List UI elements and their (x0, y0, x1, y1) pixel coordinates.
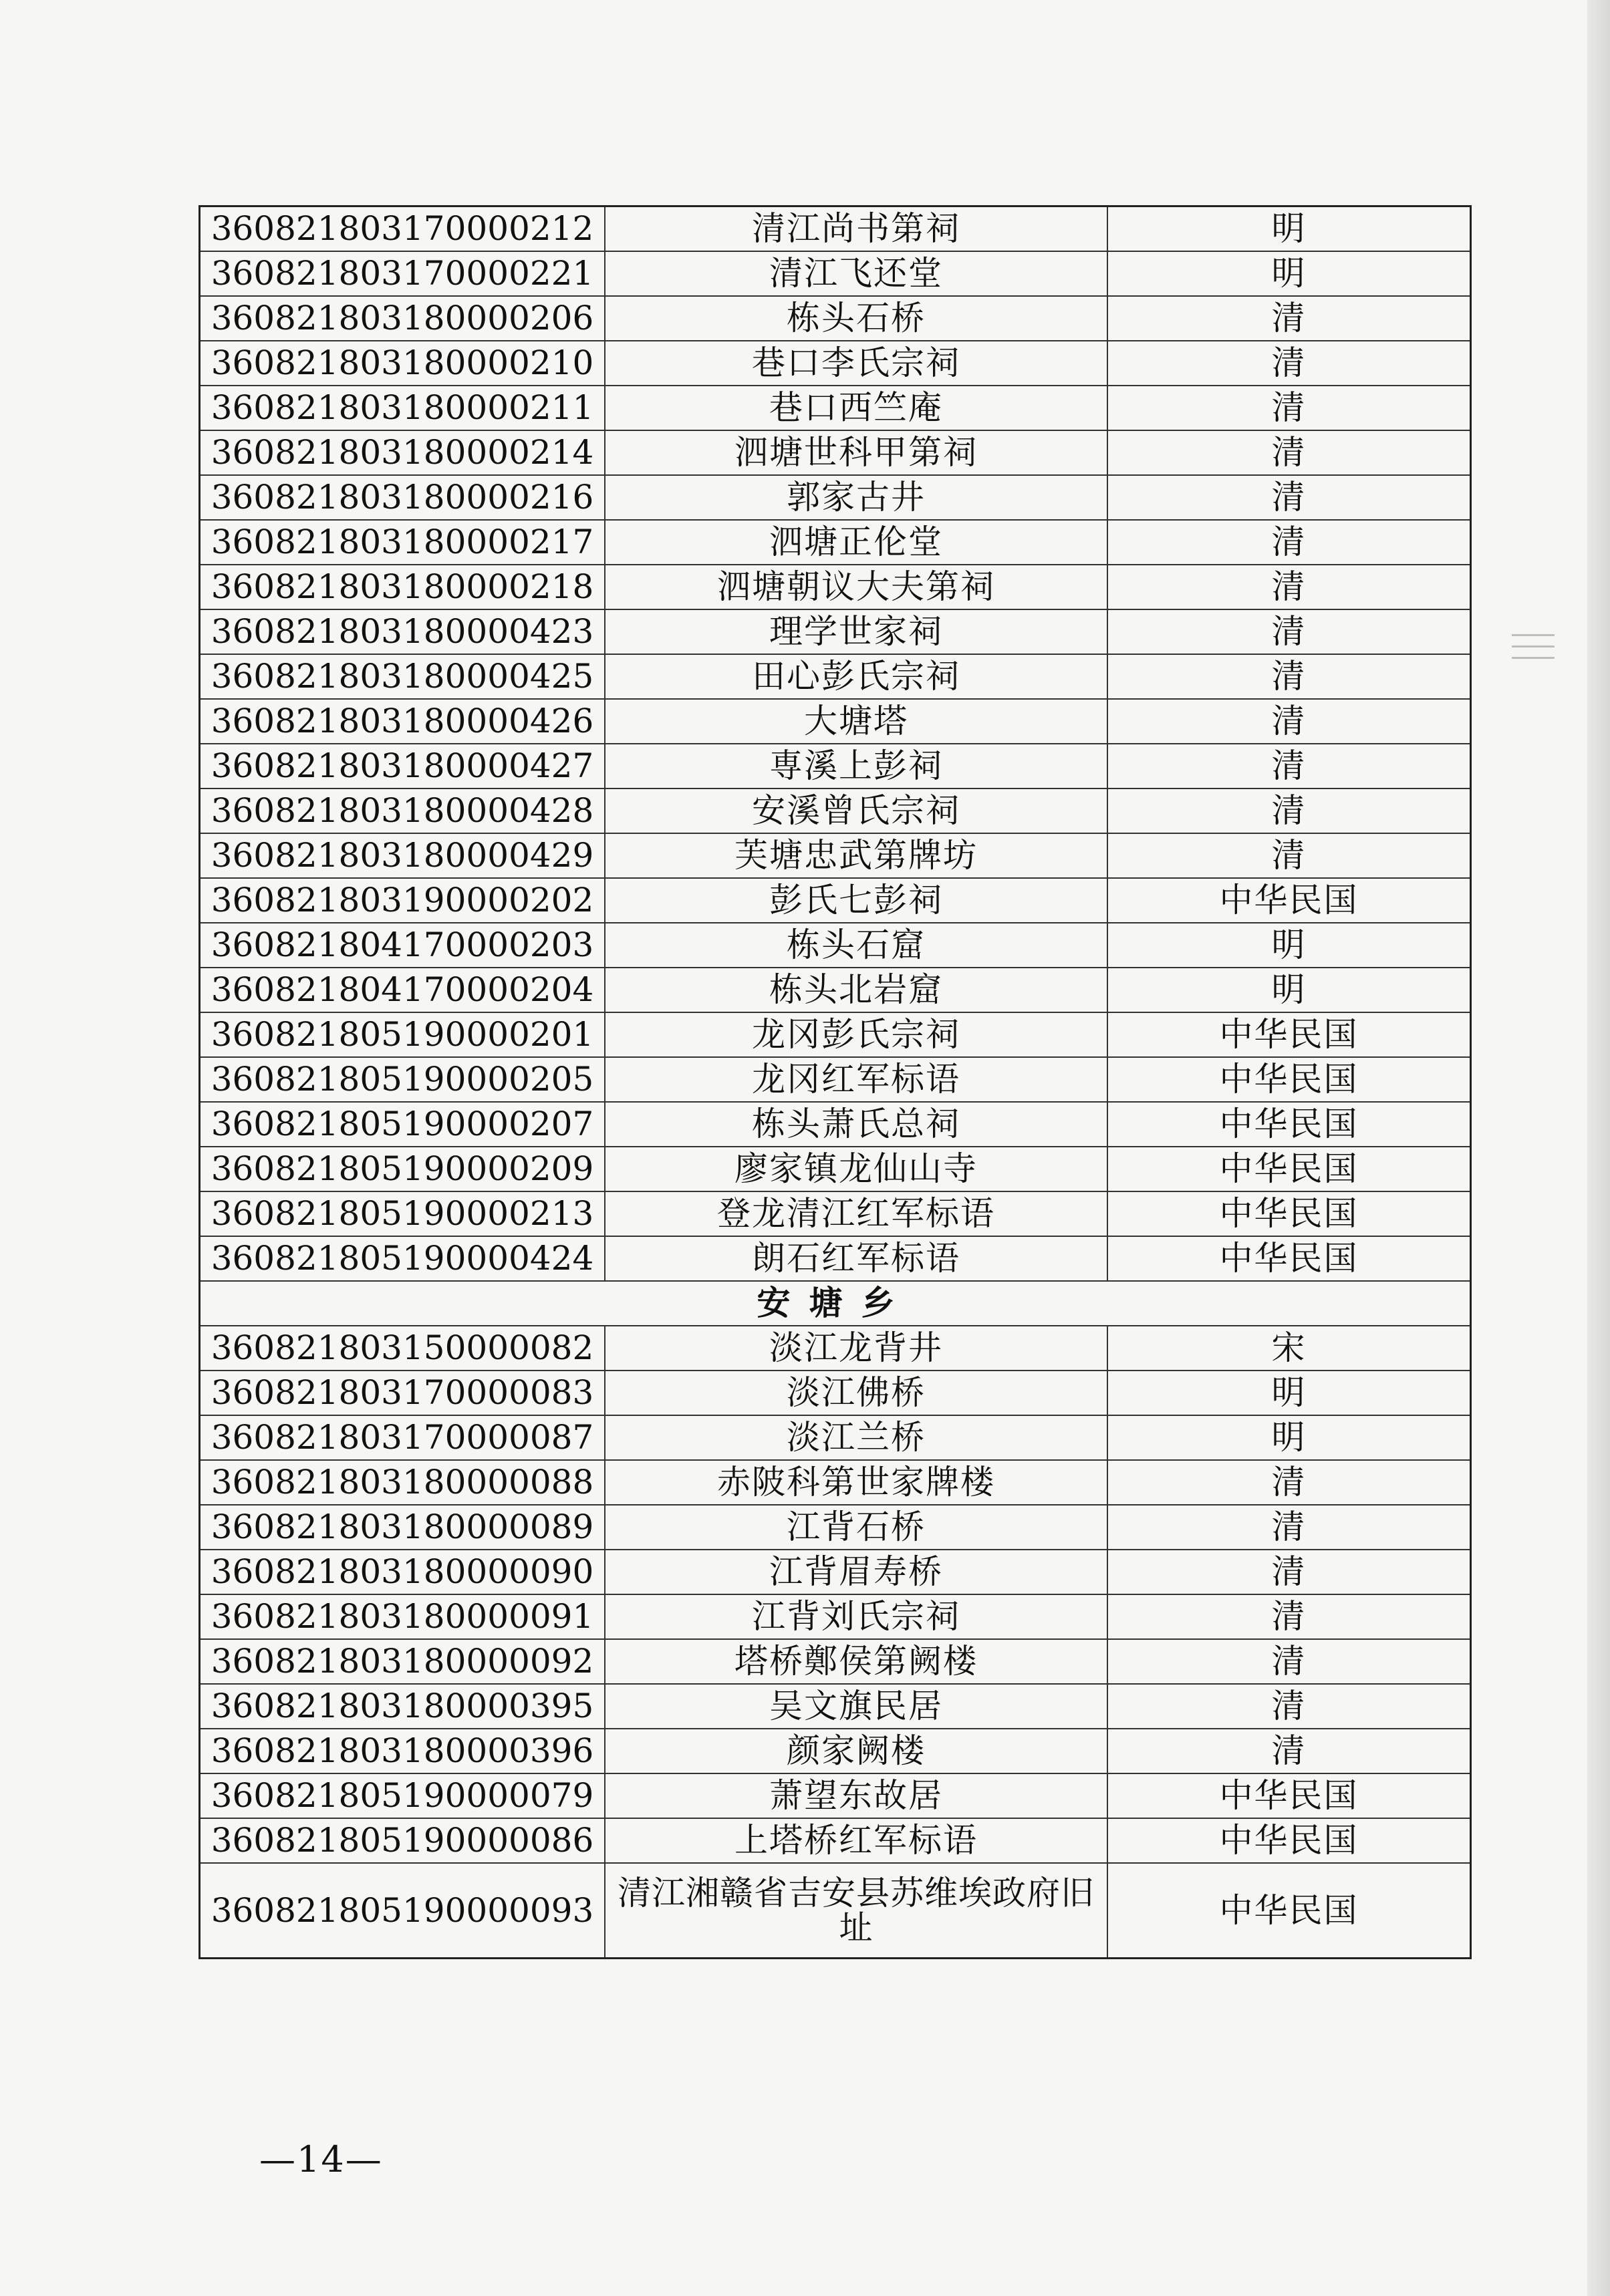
era-cell: 中华民国 (1107, 1818, 1471, 1863)
name-cell: 江背刘氏宗祠 (605, 1594, 1107, 1639)
name-cell: 巷口西竺庵 (605, 386, 1107, 430)
code-cell: 360821803180000395 (200, 1684, 606, 1729)
table-row (200, 1550, 1471, 1594)
table-row (200, 699, 1471, 744)
era-cell: 清 (1107, 1684, 1471, 1729)
era-cell: 清 (1107, 386, 1471, 430)
era-cell: 清 (1107, 699, 1471, 744)
name-cell: 泗塘朝议大夫第祠 (605, 565, 1107, 609)
era-cell: 中华民国 (1107, 1863, 1471, 1959)
name-cell: 大塘塔 (605, 699, 1107, 744)
code-cell: 360821803170000221 (200, 251, 606, 296)
table-row (200, 1773, 1471, 1818)
name-cell: 登龙清江红军标语 (605, 1191, 1107, 1236)
table-row (200, 1639, 1471, 1684)
table-row (200, 565, 1471, 609)
code-cell: 360821803180000429 (200, 833, 606, 878)
code-cell: 360821803180000210 (200, 341, 606, 386)
code-cell: 360821803180000427 (200, 744, 606, 788)
era-cell: 清 (1107, 430, 1471, 475)
name-cell: 安溪曾氏宗祠 (605, 788, 1107, 833)
name-cell: 赤陂科第世家牌楼 (605, 1460, 1107, 1505)
name-cell: 廖家镇龙仙山寺 (605, 1147, 1107, 1191)
era-cell: 宋 (1107, 1326, 1471, 1371)
code-cell: 360821803190000202 (200, 878, 606, 923)
code-cell: 360821803170000087 (200, 1415, 606, 1460)
name-cell: 塔桥鄭侯第阙楼 (605, 1639, 1107, 1684)
name-cell: 栋头萧氏总祠 (605, 1102, 1107, 1147)
code-cell: 360821804170000203 (200, 923, 606, 968)
code-cell: 360821803170000083 (200, 1371, 606, 1415)
code-cell: 360821803170000212 (200, 206, 606, 252)
table-row (200, 251, 1471, 296)
table-row (200, 1729, 1471, 1773)
table-row (200, 1594, 1471, 1639)
code-cell: 360821805190000209 (200, 1147, 606, 1191)
era-cell: 清 (1107, 565, 1471, 609)
table-row (200, 1191, 1471, 1236)
code-cell: 360821803180000396 (200, 1729, 606, 1773)
era-cell: 明 (1107, 206, 1471, 252)
table-row (200, 206, 1471, 252)
era-cell: 清 (1107, 1505, 1471, 1550)
code-cell: 360821803180000211 (200, 386, 606, 430)
name-cell: 彭氏七彭祠 (605, 878, 1107, 923)
code-cell: 360821803180000423 (200, 609, 606, 654)
table-row (200, 341, 1471, 386)
code-cell: 360821803180000206 (200, 296, 606, 341)
code-cell: 360821803180000214 (200, 430, 606, 475)
page-edge (1587, 0, 1610, 2296)
name-cell: 淡江龙背井 (605, 1326, 1107, 1371)
code-cell: 360821805190000093 (200, 1863, 606, 1959)
table-row (200, 654, 1471, 699)
table-row (200, 609, 1471, 654)
code-cell: 360821803180000217 (200, 520, 606, 565)
code-cell: 360821803180000088 (200, 1460, 606, 1505)
era-cell: 清 (1107, 475, 1471, 520)
table-row (200, 1057, 1471, 1102)
table-row (200, 520, 1471, 565)
code-cell: 360821803180000216 (200, 475, 606, 520)
name-cell: 萧望东故居 (605, 1773, 1107, 1818)
table-row (200, 833, 1471, 878)
table-row (200, 1863, 1471, 1959)
code-cell: 360821805190000079 (200, 1773, 606, 1818)
table-row (200, 430, 1471, 475)
era-cell: 清 (1107, 833, 1471, 878)
table-row (200, 1326, 1471, 1371)
code-cell: 360821803150000082 (200, 1326, 606, 1371)
era-cell: 中华民国 (1107, 1773, 1471, 1818)
name-cell: 栋头石窟 (605, 923, 1107, 968)
table-row (200, 788, 1471, 833)
era-cell: 明 (1107, 251, 1471, 296)
code-cell: 360821805190000424 (200, 1236, 606, 1281)
table-row (200, 1102, 1471, 1147)
name-cell: 田心彭氏宗祠 (605, 654, 1107, 699)
era-cell: 清 (1107, 1639, 1471, 1684)
code-cell: 360821805190000213 (200, 1191, 606, 1236)
code-cell: 360821803180000425 (200, 654, 606, 699)
name-cell: 江背石桥 (605, 1505, 1107, 1550)
name-cell: 朗石红军标语 (605, 1236, 1107, 1281)
table-row (200, 1415, 1471, 1460)
code-cell: 360821805190000086 (200, 1818, 606, 1863)
section-header-row (200, 1281, 1471, 1326)
era-cell: 中华民国 (1107, 1102, 1471, 1147)
name-cell: 専溪上彭祠 (605, 744, 1107, 788)
table-row (200, 878, 1471, 923)
code-cell: 360821803180000091 (200, 1594, 606, 1639)
era-cell: 明 (1107, 968, 1471, 1012)
table-row (200, 1371, 1471, 1415)
name-cell: 栋头石桥 (605, 296, 1107, 341)
era-cell: 清 (1107, 296, 1471, 341)
table-row (200, 1236, 1471, 1281)
era-cell: 中华民国 (1107, 1147, 1471, 1191)
table-row (200, 1012, 1471, 1057)
name-cell: 龙冈红军标语 (605, 1057, 1107, 1102)
name-cell: 淡江兰桥 (605, 1415, 1107, 1460)
era-cell: 清 (1107, 654, 1471, 699)
table-row (200, 475, 1471, 520)
name-cell: 颜家阙楼 (605, 1729, 1107, 1773)
table-section-b (200, 1326, 1471, 1959)
name-cell: 巷口李氏宗祠 (605, 341, 1107, 386)
era-cell: 中华民国 (1107, 1012, 1471, 1057)
era-cell: 清 (1107, 520, 1471, 565)
era-cell: 中华民国 (1107, 1191, 1471, 1236)
table-row (200, 1684, 1471, 1729)
era-cell: 清 (1107, 1729, 1471, 1773)
table-section-header (200, 1281, 1471, 1326)
name-cell: 理学世家祠 (605, 609, 1107, 654)
name-cell: 淡江佛桥 (605, 1371, 1107, 1415)
code-cell: 360821803180000218 (200, 565, 606, 609)
era-cell: 清 (1107, 341, 1471, 386)
era-cell: 清 (1107, 788, 1471, 833)
code-cell: 360821803180000428 (200, 788, 606, 833)
code-cell: 360821805190000207 (200, 1102, 606, 1147)
era-cell: 清 (1107, 1594, 1471, 1639)
code-cell: 360821803180000089 (200, 1505, 606, 1550)
table-row (200, 1460, 1471, 1505)
scan-marks (1512, 625, 1559, 692)
table-row (200, 1147, 1471, 1191)
code-cell: 360821805190000201 (200, 1012, 606, 1057)
name-cell: 上塔桥红军标语 (605, 1818, 1107, 1863)
name-cell: 泗塘世科甲第祠 (605, 430, 1107, 475)
table-row (200, 296, 1471, 341)
era-cell: 中华民国 (1107, 1236, 1471, 1281)
name-cell: 栋头北岩窟 (605, 968, 1107, 1012)
name-cell: 芙塘忠武第牌坊 (605, 833, 1107, 878)
code-cell: 360821805190000205 (200, 1057, 606, 1102)
code-cell: 360821804170000204 (200, 968, 606, 1012)
name-cell: 龙冈彭氏宗祠 (605, 1012, 1107, 1057)
name-cell: 清江尚书第祠 (605, 206, 1107, 252)
table-row (200, 923, 1471, 968)
era-cell: 清 (1107, 609, 1471, 654)
era-cell: 中华民国 (1107, 878, 1471, 923)
era-cell: 明 (1107, 1415, 1471, 1460)
table-row (200, 744, 1471, 788)
era-cell: 清 (1107, 1550, 1471, 1594)
table-row (200, 386, 1471, 430)
page-number: —14— (259, 2138, 383, 2180)
name-cell: 泗塘正伦堂 (605, 520, 1107, 565)
name-cell: 清江飞还堂 (605, 251, 1107, 296)
era-cell: 清 (1107, 1460, 1471, 1505)
table-section-a (200, 206, 1471, 1282)
code-cell: 360821803180000092 (200, 1639, 606, 1684)
era-cell: 中华民国 (1107, 1057, 1471, 1102)
name-cell: 郭家古井 (605, 475, 1107, 520)
section-title: 安塘乡 (200, 1281, 1471, 1326)
table-row (200, 968, 1471, 1012)
era-cell: 明 (1107, 923, 1471, 968)
name-cell: 吴文旗民居 (605, 1684, 1107, 1729)
era-cell: 明 (1107, 1371, 1471, 1415)
heritage-sites-table (198, 205, 1472, 1959)
table-row (200, 1818, 1471, 1863)
code-cell: 360821803180000090 (200, 1550, 606, 1594)
name-cell: 江背眉寿桥 (605, 1550, 1107, 1594)
code-cell: 360821803180000426 (200, 699, 606, 744)
name-cell: 清江湘赣省吉安县苏维埃政府旧址 (605, 1863, 1107, 1959)
era-cell: 清 (1107, 744, 1471, 788)
table-row (200, 1505, 1471, 1550)
